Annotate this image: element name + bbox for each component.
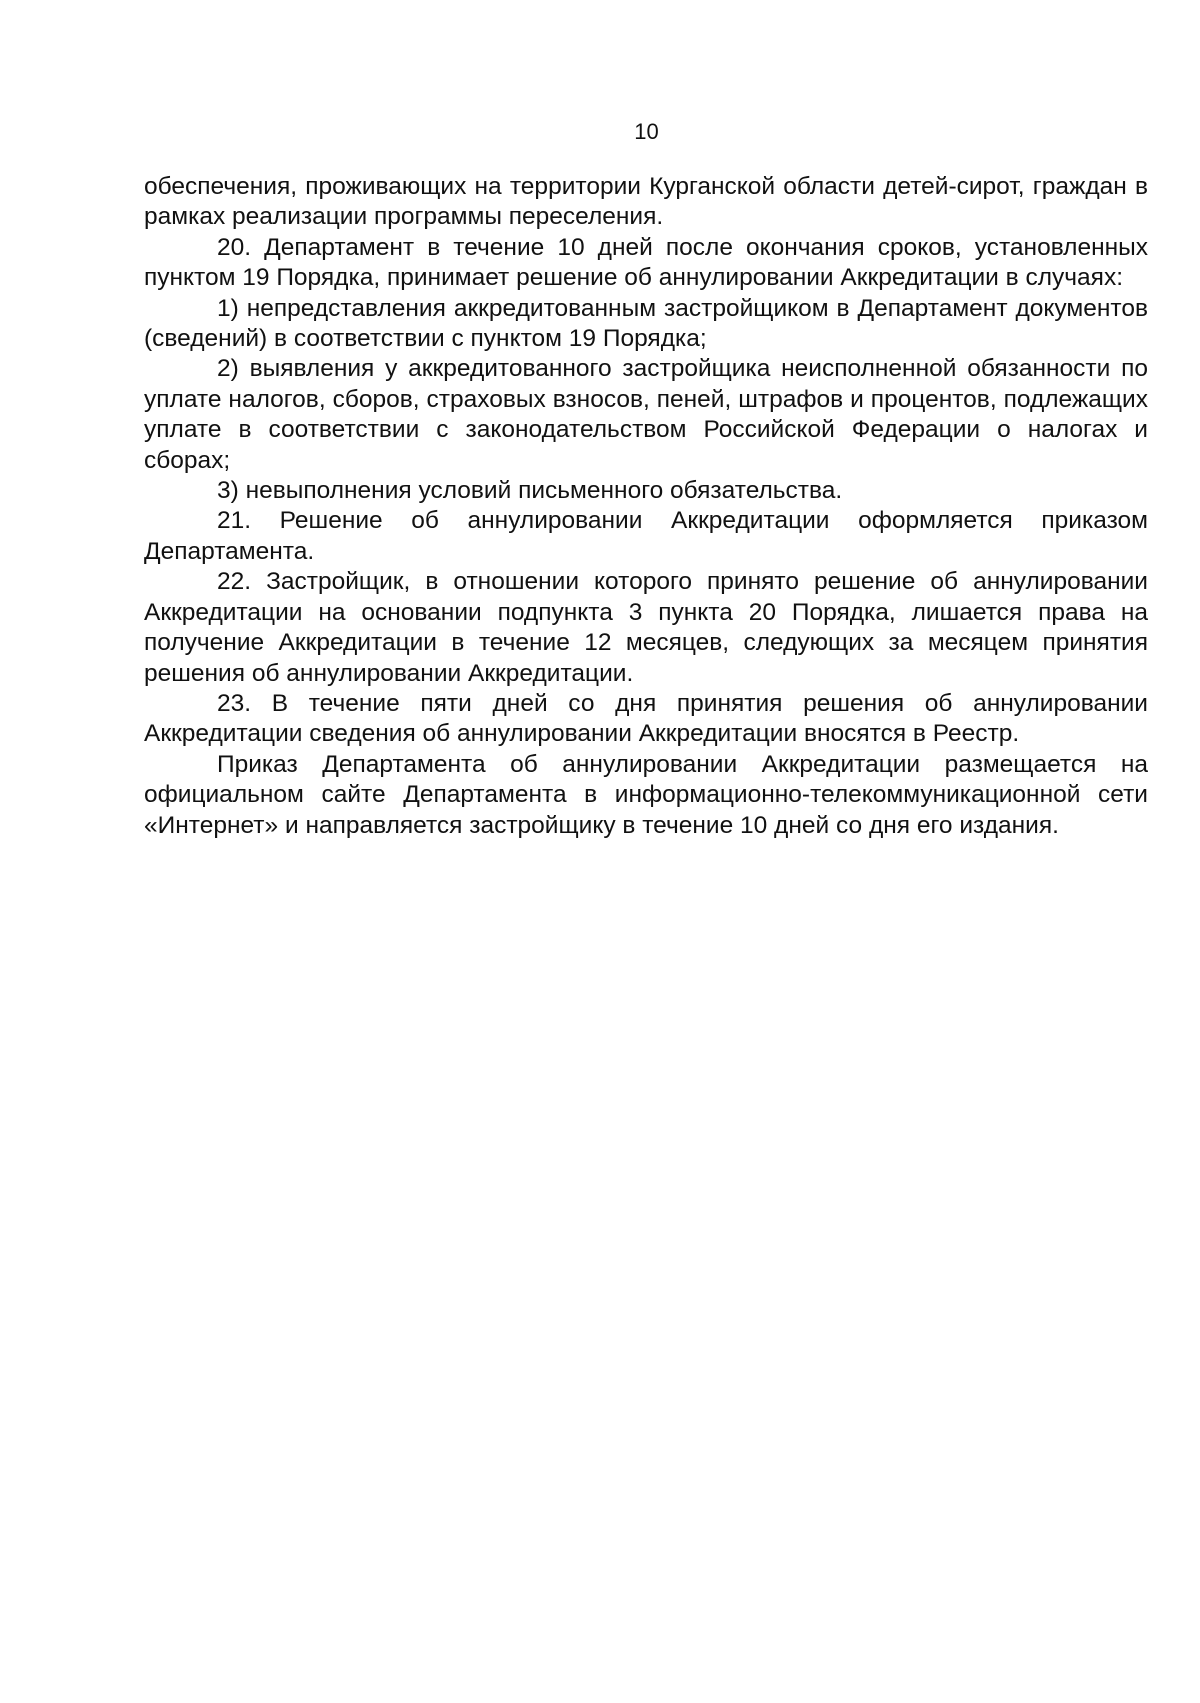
paragraph-subclause-2: 2) выявления у аккредитованного застройщика неисполненной обязанности по уплате налогов, сборов, страховых взносов, пеней, штрафов и процентов, подлежащих уплате в соответствии с законодательством Российской Федерации о налогах и сборах; [144,355,1148,474]
page-number: 10 [634,119,659,144]
document-body [144,172,1148,841]
paragraph-order-publication: Приказ Департамента об аннулировании Аккредитации размещается на официальном сайте Департамента в информационно-телекоммуникационной сети «Интернет» и направляется застройщику в течение 10 дней со дня его издания. [144,750,1148,839]
paragraph-clause-23: 23. В течение пяти дней со дня принятия решения об аннулировании Аккредитации сведения об аннулировании Аккредитации вносятся в Реестр. [144,689,1148,748]
paragraph-clause-21: 21. Решение об аннулировании Аккредитации оформляется приказом Департамента. [144,507,1148,565]
paragraph-clause-22: 22. Застройщик, в отношении которого принято решение об аннулировании Аккредитации на основании подпункта 3 пункта 20 Порядка, лишается права на получение Аккредитации в течение 12 месяцев, следующих за месяцем принятия решения об аннулировании Аккредитации. [144,568,1148,687]
paragraph-clause-20: 20. Департамент в течение 10 дней после окончания сроков, установленных пунктом 19 Порядка, принимает решение об аннулировании Аккредитации в случаях: [144,233,1148,292]
paragraph-subclause-1: 1) непредставления аккредитованным застройщиком в Департамент документов (сведений) в соответствии с пунктом 19 Порядка; [144,294,1148,353]
paragraph-subclause-3: 3) невыполнения условий письменного обязательства. [217,477,843,505]
paragraph-continuation: обеспечения, проживающих на территории Курганской области детей-сирот, граждан в рамках реализации программы переселения. [144,173,1148,231]
